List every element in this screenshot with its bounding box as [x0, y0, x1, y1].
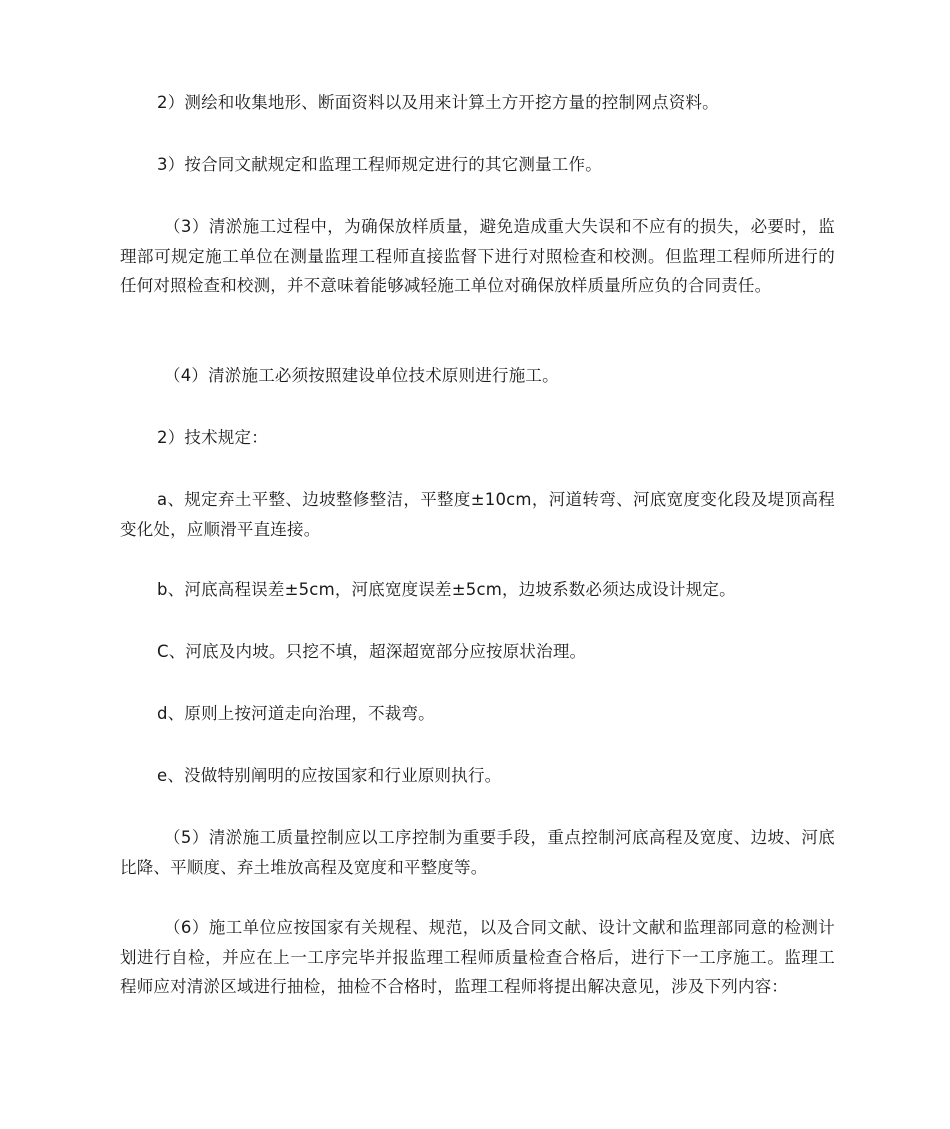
paragraph-item-5-quality-control: （5）清淤施工质量控制应以工序控制为重要手段，重点控制河底高程及宽度、边坡、河底比降、平顺度、弃土堆放高程及宽度和平整度等。	[120, 828, 835, 877]
paragraph-requirement-e: e、没做特别阐明的应按国家和行业原则执行。	[157, 766, 502, 785]
paragraph-requirement-b: b、河底高程误差±5cm，河底宽度误差±5cm，边坡系数必须达成设计规定。	[157, 580, 736, 599]
paragraph-item-4-technical-principles: （4）清淤施工必须按照建设单位技术原则进行施工。	[164, 366, 559, 385]
paragraph-requirement-c: C、河底及内坡。只挖不填，超深超宽部分应按原状治理。	[157, 642, 587, 661]
paragraph-technical-requirements-heading: 2）技术规定：	[157, 428, 268, 447]
paragraph-item-6-self-inspection: （6）施工单位应按国家有关规程、规范，以及合同文献、设计文献和监理部同意的检测计划进行自检，并应在上一工序完毕并报监理工程师质量检查合格后，进行下一工序施工。监理工程师应对清淤区域进行抽检，抽检不合格时，监理工程师将提出解决意见，涉及下列内容：	[120, 918, 835, 996]
paragraph-item-3-staking-check: （3）清淤施工过程中，为确保放样质量，避免造成重大失误和不应有的损失，必要时，监理部可规定施工单位在测量监理工程师直接监督下进行对照检查和校测。但监理工程师所进行的任何对照检查和校测，并不意味着能够减轻施工单位对确保放样质量所应负的合同责任。	[120, 217, 835, 295]
paragraph-survey-data: 2）测绘和收集地形、断面资料以及用来计算土方开挖方量的控制网点资料。	[157, 93, 719, 112]
paragraph-other-survey-work: 3）按合同文献规定和监理工程师规定进行的其它测量工作。	[157, 155, 602, 174]
paragraph-requirement-a: a、规定弃土平整、边坡整修整洁，平整度±10cm，河道转弯、河底宽度变化段及堤顶高程变化处，应顺滑平直连接。	[120, 490, 835, 539]
paragraph-requirement-d: d、原则上按河道走向治理，不裁弯。	[157, 704, 435, 723]
